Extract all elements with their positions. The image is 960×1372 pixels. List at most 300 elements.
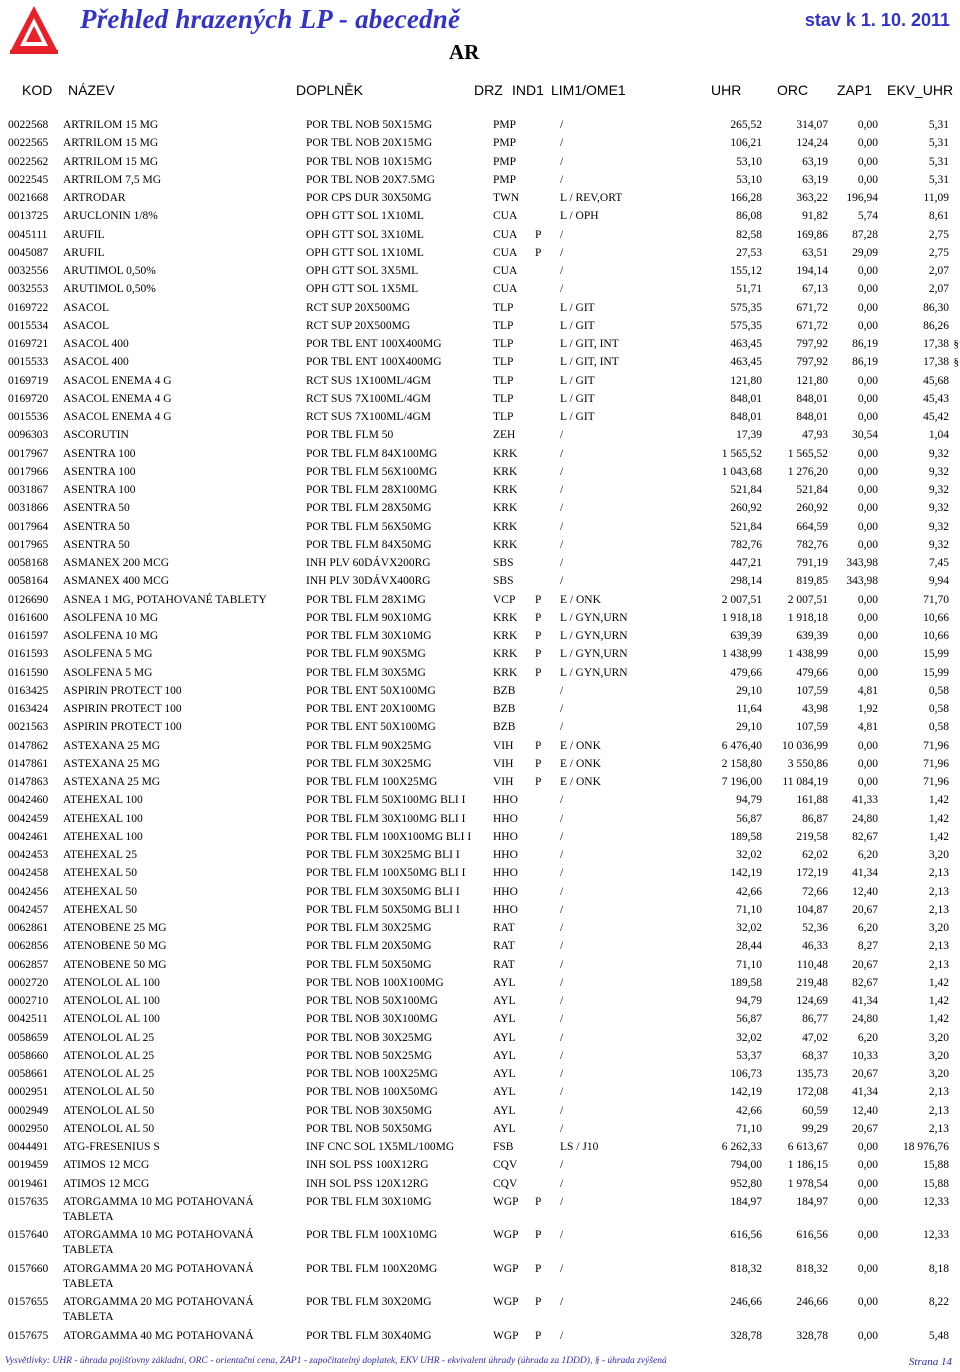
cell-uhr: 32,02 <box>736 1031 762 1044</box>
table-row <box>0 793 960 811</box>
cell-nazev: ASACOL 400 <box>63 356 129 369</box>
cell-drz: TWN <box>493 192 520 204</box>
cell-drz: VIH <box>493 776 514 788</box>
cell-kod: 0019459 <box>8 1159 49 1172</box>
cell-zap1: 0,00 <box>857 1195 878 1208</box>
cell-drz: CQV <box>493 1159 518 1172</box>
cell-lim: / <box>560 958 564 971</box>
table-row <box>0 319 960 337</box>
cell-ekv: 8,61 <box>928 210 949 223</box>
cell-lim: / <box>560 1195 564 1208</box>
cell-nazev: ARTRILOM 15 MG <box>63 155 159 168</box>
cell-zap1: 0,00 <box>857 757 878 770</box>
cell-orc: 63,19 <box>802 173 828 186</box>
table-row <box>0 1262 960 1296</box>
cell-drz: KRK <box>493 465 518 478</box>
cell-ekv: 1,42 <box>928 812 949 825</box>
cell-nazev: ATIMOS 12 MCG <box>63 1159 150 1172</box>
cell-doplnek: POR TBL FLM 28X1MG <box>306 593 426 606</box>
cell-orc: 1 978,54 <box>787 1177 828 1190</box>
cell-zap1: 343,98 <box>846 557 878 569</box>
cell-doplnek: OPH GTT SOL 1X5ML <box>306 283 419 296</box>
table-row <box>0 301 960 319</box>
cell-doplnek: POR CPS DUR 30X50MG <box>306 192 432 204</box>
cell-nazev: ATEHEXAL 100 <box>63 830 143 843</box>
cell-lim: / <box>560 502 564 515</box>
cell-zap1: 24,80 <box>852 1013 878 1026</box>
table-row <box>0 173 960 191</box>
cell-ekv: 71,96 <box>923 757 949 770</box>
cell-lim: L / REV,ORT <box>560 192 623 204</box>
cell-drz: PMP <box>493 119 517 131</box>
cell-ind1: P <box>535 1229 542 1242</box>
table-row <box>0 574 960 592</box>
table-row <box>0 501 960 519</box>
cell-zap1: 0,00 <box>857 374 878 387</box>
cell-zap1: 82,67 <box>852 976 878 989</box>
cell-uhr: 86,08 <box>736 210 762 223</box>
table-row <box>0 848 960 866</box>
cell-lim: / <box>560 976 564 989</box>
cell-nazev: ARUFIL <box>63 246 105 259</box>
cell-drz: VCP <box>493 593 516 606</box>
cell-orc: 47,02 <box>802 1031 828 1044</box>
table-row <box>0 885 960 903</box>
cell-orc: 671,72 <box>796 301 828 314</box>
cell-orc: 1 186,15 <box>787 1159 828 1172</box>
cell-doplnek: POR TBL FLM 100X10MG <box>306 1229 438 1242</box>
cell-ekv: 3,20 <box>928 1068 949 1080</box>
cell-drz: TLP <box>493 319 514 332</box>
cell-doplnek: INH SOL PSS 100X12RG <box>306 1159 429 1172</box>
section-letter: AR <box>449 40 480 64</box>
cell-nazev: ATORGAMMA 20 MG POTAHOVANÁ TABLETA <box>63 1296 254 1324</box>
cell-ind1: P <box>535 611 542 624</box>
cell-zap1: 12,40 <box>852 885 878 898</box>
cell-orc: 11 084,19 <box>782 776 828 788</box>
cell-doplnek: POR TBL FLM 50X50MG BLI I <box>306 903 460 916</box>
cell-uhr: 53,10 <box>736 155 762 168</box>
cell-lim: / <box>560 1031 564 1044</box>
table-row <box>0 264 960 282</box>
cell-drz: AYL <box>493 976 516 989</box>
cell-zap1: 0,00 <box>857 301 878 314</box>
cell-orc: 124,24 <box>796 137 828 150</box>
cell-ekv: 1,42 <box>928 794 949 807</box>
cell-orc: 1 438,99 <box>787 648 828 661</box>
cell-orc: 194,14 <box>796 265 828 277</box>
cell-zap1: 1,92 <box>857 703 878 715</box>
cell-nazev: ARUFIL <box>63 228 105 241</box>
cell-nazev: ATORGAMMA 10 MG POTAHOVANÁ TABLETA <box>63 1229 254 1257</box>
cell-nazev: ASPIRIN PROTECT 100 <box>63 703 182 715</box>
cell-orc: 479,66 <box>796 666 828 679</box>
cell-zap1: 0,00 <box>857 666 878 679</box>
table-row <box>0 355 960 373</box>
cell-uhr: 155,12 <box>730 265 762 277</box>
cell-uhr: 1 565,52 <box>721 447 762 460</box>
cell-drz: TLP <box>493 301 514 314</box>
cell-orc: 616,56 <box>796 1229 828 1242</box>
cell-kod: 0042458 <box>8 867 49 880</box>
cell-kod: 0021563 <box>8 721 49 734</box>
cell-doplnek: POR TBL FLM 100X20MG <box>306 1262 438 1275</box>
cell-lim: / <box>560 849 564 861</box>
cell-doplnek: POR TBL FLM 20X50MG <box>306 940 432 953</box>
cell-lim: / <box>560 137 564 150</box>
cell-nazev: ATENOBENE 50 MG <box>63 940 167 953</box>
table-row <box>0 538 960 556</box>
cell-ekv: 2,13 <box>928 903 949 916</box>
cell-ekv: 0,58 <box>928 684 949 697</box>
cell-orc: 2 007,51 <box>787 593 828 606</box>
cell-zap1: 82,67 <box>852 830 878 843</box>
cell-nazev: ASENTRA 50 <box>63 502 130 515</box>
cell-nazev: ASACOL ENEMA 4 G <box>63 392 172 405</box>
table-row <box>0 483 960 501</box>
cell-kod: 0042456 <box>8 885 49 898</box>
cell-doplnek: POR TBL NOB 30X100MG <box>306 1013 438 1026</box>
cell-nazev: ASENTRA 100 <box>63 484 136 496</box>
table-row <box>0 611 960 629</box>
cell-drz: KRK <box>493 611 518 624</box>
cell-orc: 47,93 <box>802 429 828 442</box>
cell-zap1: 5,74 <box>857 210 878 223</box>
cell-lim: / <box>560 228 564 241</box>
cell-kod: 0062857 <box>8 958 49 971</box>
cell-uhr: 848,01 <box>730 411 762 423</box>
cell-uhr: 782,76 <box>730 538 762 551</box>
cell-ekv: 12,33 <box>923 1195 949 1208</box>
table-row <box>0 191 960 209</box>
cell-nazev: ARTRILOM 7,5 MG <box>63 173 162 186</box>
cell-uhr: 952,80 <box>730 1177 762 1190</box>
cell-orc: 328,78 <box>796 1329 828 1342</box>
cell-doplnek: POR TBL NOB 20X15MG <box>306 137 433 150</box>
cell-doplnek: POR TBL NOB 30X50MG <box>306 1104 433 1117</box>
cell-uhr: 27,53 <box>736 246 762 259</box>
cell-uhr: 53,10 <box>736 173 762 186</box>
table-row <box>0 1122 960 1140</box>
cell-ekv: 3,20 <box>928 849 949 861</box>
cell-nazev: ARUTIMOL 0,50% <box>63 265 156 277</box>
cell-doplnek: POR TBL FLM 56X50MG <box>306 520 432 533</box>
table-row <box>0 720 960 738</box>
cell-ekv: 1,42 <box>928 1013 949 1026</box>
cell-drz: PMP <box>493 173 517 186</box>
table-row <box>0 282 960 300</box>
cell-ekv: 71,70 <box>923 593 949 606</box>
cell-nazev: ATENOLOL AL 50 <box>63 1086 155 1099</box>
cell-ind1: P <box>535 757 542 770</box>
column-header-drz: DRZ <box>474 82 503 98</box>
table-row <box>0 465 960 483</box>
cell-ekv: 2,13 <box>928 1104 949 1117</box>
cell-uhr: 17,39 <box>736 429 762 442</box>
cell-doplnek: POR TBL FLM 30X100MG BLI I <box>306 812 466 825</box>
cell-nazev: ATEHEXAL 25 <box>63 849 137 861</box>
cell-lim: / <box>560 119 564 131</box>
cell-nazev: ATEHEXAL 100 <box>63 794 143 807</box>
cell-lim: L / GYN,URN <box>560 611 628 624</box>
cell-uhr: 7 196,00 <box>721 776 762 788</box>
cell-drz: KRK <box>493 630 518 642</box>
cell-ekv: 3,20 <box>928 1031 949 1044</box>
cell-lim: L / GIT <box>560 411 595 423</box>
cell-ekv: 71,96 <box>923 739 949 752</box>
cell-ekv: 71,96 <box>923 776 949 788</box>
cell-zap1: 0,00 <box>857 776 878 788</box>
cell-orc: 1 276,20 <box>787 465 828 478</box>
column-header-doplnek: DOPLNĚK <box>296 82 363 98</box>
cell-drz: WGP <box>493 1262 519 1275</box>
cell-nazev: ASOLFENA 5 MG <box>63 648 153 661</box>
cell-lim: / <box>560 575 564 588</box>
cell-uhr: 328,78 <box>730 1329 762 1342</box>
cell-doplnek: POR TBL NOB 20X7.5MG <box>306 173 436 186</box>
cell-doplnek: INH SOL PSS 120X12RG <box>306 1177 429 1190</box>
cell-kod: 0002710 <box>8 995 49 1007</box>
cell-lim: / <box>560 684 564 697</box>
cell-mark: § <box>953 338 959 350</box>
cell-orc: 1 565,52 <box>787 447 828 460</box>
table-row <box>0 1067 960 1085</box>
cell-kod: 0022562 <box>8 155 49 168</box>
cell-lim: / <box>560 155 564 168</box>
cell-lim: L / GIT <box>560 392 595 405</box>
table-row <box>0 1329 960 1347</box>
cell-ekv: 86,26 <box>923 319 949 332</box>
cell-uhr: 53,37 <box>736 1049 762 1062</box>
cell-orc: 184,97 <box>796 1195 828 1208</box>
cell-orc: 6 613,67 <box>787 1141 828 1153</box>
cell-kod: 0021668 <box>8 192 49 204</box>
cell-lim: / <box>560 1122 564 1135</box>
cell-zap1: 0,00 <box>857 648 878 661</box>
cell-zap1: 0,00 <box>857 1329 878 1342</box>
cell-ekv: 18 976,76 <box>903 1141 949 1153</box>
cell-nazev: ATENOLOL AL 100 <box>63 976 160 989</box>
cell-nazev: ARTRILOM 15 MG <box>63 137 159 150</box>
column-header-ind1: IND1 <box>512 82 544 98</box>
cell-kod: 0013725 <box>8 210 49 223</box>
cell-kod: 0161590 <box>8 666 49 679</box>
cell-doplnek: POR TBL NOB 50X25MG <box>306 1049 433 1062</box>
cell-kod: 0015534 <box>8 319 49 332</box>
cell-uhr: 463,45 <box>730 356 762 369</box>
cell-drz: RAT <box>493 940 515 953</box>
cell-zap1: 0,00 <box>857 283 878 296</box>
cell-uhr: 189,58 <box>730 830 762 843</box>
cell-doplnek: OPH GTT SOL 1X10ML <box>306 210 424 223</box>
cell-uhr: 260,92 <box>730 502 762 515</box>
cell-drz: KRK <box>493 538 518 551</box>
cell-drz: AYL <box>493 1049 516 1062</box>
table-row <box>0 1012 960 1030</box>
cell-zap1: 0,00 <box>857 119 878 131</box>
table-row <box>0 428 960 446</box>
cell-kod: 0161600 <box>8 611 49 624</box>
cell-lim: LS / J10 <box>560 1141 599 1153</box>
cell-lim: / <box>560 246 564 259</box>
cell-orc: 72,66 <box>802 885 828 898</box>
cell-doplnek: POR TBL FLM 28X100MG <box>306 484 438 496</box>
cell-drz: KRK <box>493 502 518 515</box>
cell-drz: CUA <box>493 265 518 277</box>
cell-orc: 363,22 <box>796 192 828 204</box>
cell-nazev: ASACOL ENEMA 4 G <box>63 374 172 387</box>
status-date: stav k 1. 10. 2011 <box>804 10 950 30</box>
table-row <box>0 1085 960 1103</box>
cell-zap1: 0,00 <box>857 265 878 277</box>
cell-lim: / <box>560 429 564 442</box>
cell-orc: 107,59 <box>796 721 828 734</box>
cell-kod: 0042511 <box>8 1013 48 1026</box>
cell-kod: 0042459 <box>8 812 49 825</box>
cell-drz: CUA <box>493 246 518 259</box>
cell-zap1: 0,00 <box>857 739 878 752</box>
table-row <box>0 1140 960 1158</box>
cell-nazev: ASACOL <box>63 301 110 314</box>
cell-zap1: 0,00 <box>857 502 878 515</box>
cell-drz: HHO <box>493 903 518 916</box>
cell-zap1: 0,00 <box>857 611 878 624</box>
cell-zap1: 10,33 <box>852 1049 878 1062</box>
cell-nazev: ASTEXANA 25 MG <box>63 739 161 752</box>
cell-uhr: 1 438,99 <box>721 648 762 661</box>
cell-ekv: 9,32 <box>928 502 949 515</box>
cell-kod: 0058660 <box>8 1049 49 1062</box>
cell-orc: 219,58 <box>796 830 828 843</box>
cell-uhr: 6 262,33 <box>721 1141 762 1153</box>
cell-kod: 0045087 <box>8 246 49 259</box>
cell-kod: 0157655 <box>8 1296 49 1309</box>
cell-kod: 0002950 <box>8 1122 49 1135</box>
cell-uhr: 184,97 <box>730 1195 762 1208</box>
cell-kod: 0031867 <box>8 484 49 496</box>
cell-zap1: 4,81 <box>857 721 878 734</box>
cell-kod: 0058168 <box>8 557 49 569</box>
cell-orc: 52,36 <box>802 922 828 934</box>
cell-lim: / <box>560 794 564 807</box>
cell-zap1: 0,00 <box>857 1262 878 1275</box>
cell-lim: L / GYN,URN <box>560 648 628 661</box>
cell-uhr: 166,28 <box>730 192 762 204</box>
column-header-uhr: UHR <box>711 82 742 98</box>
cell-zap1: 20,67 <box>852 1122 878 1135</box>
cell-nazev: ASACOL ENEMA 4 G <box>63 411 172 423</box>
table-row <box>0 1195 960 1229</box>
cell-nazev: ATEHEXAL 50 <box>63 903 137 916</box>
cell-drz: BZB <box>493 703 516 715</box>
cell-lim: / <box>560 1159 564 1172</box>
cell-kod: 0169720 <box>8 392 49 405</box>
cell-mark: § <box>953 356 959 369</box>
table-row <box>0 775 960 793</box>
cell-uhr: 463,45 <box>730 338 762 350</box>
cell-orc: 521,84 <box>796 484 828 496</box>
cell-kod: 0126690 <box>8 593 49 606</box>
cell-uhr: 616,56 <box>730 1229 762 1242</box>
cell-nazev: ATENOLOL AL 100 <box>63 995 160 1007</box>
cell-uhr: 521,84 <box>730 520 762 533</box>
cell-uhr: 42,66 <box>736 1104 762 1117</box>
cell-kod: 0169722 <box>8 301 49 314</box>
cell-ekv: 0,58 <box>928 703 949 715</box>
cell-ekv: 5,31 <box>928 137 949 150</box>
column-header-zap1: ZAP1 <box>837 82 873 98</box>
cell-ekv: 2,75 <box>928 246 949 259</box>
cell-uhr: 71,10 <box>736 1122 762 1135</box>
table-row <box>0 447 960 465</box>
cell-ekv: 2,13 <box>928 885 949 898</box>
cell-drz: WGP <box>493 1329 519 1342</box>
cell-zap1: 41,34 <box>852 867 878 880</box>
cell-zap1: 86,19 <box>852 356 878 369</box>
cell-lim: / <box>560 721 564 734</box>
cell-kod: 0044491 <box>8 1141 49 1153</box>
cell-orc: 63,19 <box>802 155 828 168</box>
cell-orc: 68,37 <box>802 1049 828 1062</box>
column-header-lim: LIM1/OME1 <box>551 82 626 98</box>
cell-drz: WGP <box>493 1229 519 1242</box>
cell-drz: TLP <box>493 338 514 350</box>
cell-uhr: 56,87 <box>736 812 762 825</box>
cell-ekv: 17,38 <box>923 356 949 369</box>
table-row <box>0 392 960 410</box>
cell-orc: 848,01 <box>796 411 828 423</box>
table-row <box>0 1295 960 1329</box>
cell-drz: CUA <box>493 228 518 241</box>
table-row <box>0 1158 960 1176</box>
cell-ekv: 15,88 <box>923 1177 949 1190</box>
cell-nazev: ATENOBENE 25 MG <box>63 922 167 934</box>
cell-nazev: ATIMOS 12 MCG <box>63 1177 150 1190</box>
table-row <box>0 228 960 246</box>
cell-drz: HHO <box>493 830 518 843</box>
cell-kod: 0147861 <box>8 757 49 770</box>
table-row <box>0 593 960 611</box>
cell-orc: 172,19 <box>796 867 828 880</box>
column-header-kod: KOD <box>22 82 53 98</box>
cell-orc: 161,88 <box>796 794 828 807</box>
cell-nazev: ATENOLOL AL 25 <box>63 1049 155 1062</box>
cell-kod: 0147863 <box>8 776 49 788</box>
cell-kod: 0163425 <box>8 684 49 697</box>
cell-zap1: 41,34 <box>852 1086 878 1099</box>
cell-orc: 219,48 <box>796 976 828 989</box>
cell-lim: L / GYN,URN <box>560 666 628 679</box>
cell-lim: / <box>560 283 564 296</box>
cell-zap1: 24,80 <box>852 812 878 825</box>
cell-uhr: 121,80 <box>730 374 762 387</box>
cell-zap1: 0,00 <box>857 137 878 150</box>
cell-lim: / <box>560 557 564 569</box>
cell-kod: 0019461 <box>8 1177 49 1190</box>
cell-ekv: 8,22 <box>928 1296 949 1309</box>
cell-nazev: ATEHEXAL 100 <box>63 812 143 825</box>
cell-kod: 0015536 <box>8 411 49 423</box>
cell-zap1: 8,27 <box>857 940 878 953</box>
cell-orc: 43,98 <box>802 703 828 715</box>
cell-ekv: 1,42 <box>928 976 949 989</box>
table-row <box>0 1177 960 1195</box>
page-number: Strana 14 <box>908 1356 952 1368</box>
cell-drz: HHO <box>493 867 518 880</box>
cell-drz: WGP <box>493 1195 519 1208</box>
table-row <box>0 1031 960 1049</box>
cell-orc: 260,92 <box>796 502 828 515</box>
